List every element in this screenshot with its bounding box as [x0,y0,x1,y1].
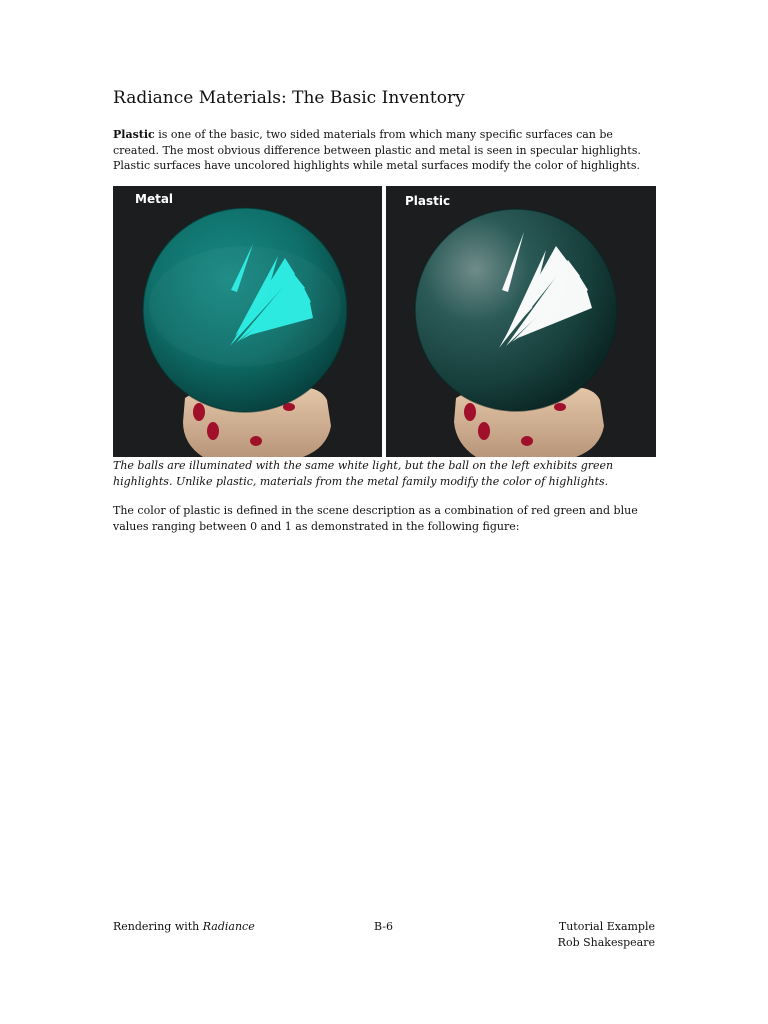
footer-right-line2: Rob Shakespeare [557,935,655,949]
comparison-figure [113,186,656,457]
footer-left-prefix: Rendering with [113,920,203,933]
color-paragraph: The color of plastic is defined in the scene description as a combination of red green and blue values ranging between 0 and 1 as demonstrated in the following figure: [113,504,638,533]
intro-bold-term: Plastic [113,128,155,141]
metal-sphere-image [113,186,382,457]
plastic-sphere-image [386,186,656,457]
page-number: B-6 [374,920,394,933]
footer-left [113,919,255,935]
footer-right-line1: Tutorial Example [558,920,655,933]
metal-panel [113,186,382,457]
intro-paragraph [113,127,658,174]
plastic-label: Plastic [405,194,451,208]
metal-label: Metal [135,192,174,206]
intro-text: is one of the basic, two sided materials from which many specific surfaces can be created. The most obvious difference between plastic and metal is seen in specular highlights. Plastic surfaces have uncolored highlights while metal surfaces modify the color of highlights. [113,128,641,172]
footer-left-italic: Radiance [202,920,255,933]
footer-right [558,919,655,950]
figure-caption: The balls are illuminated with the same white light, but the ball on the left exhibits green highlights. Unlike plastic, materials from the metal family modify the color of highlights. [113,459,614,488]
page-title: Radiance Materials: The Basic Inventory [113,88,465,108]
plastic-panel [386,186,656,457]
